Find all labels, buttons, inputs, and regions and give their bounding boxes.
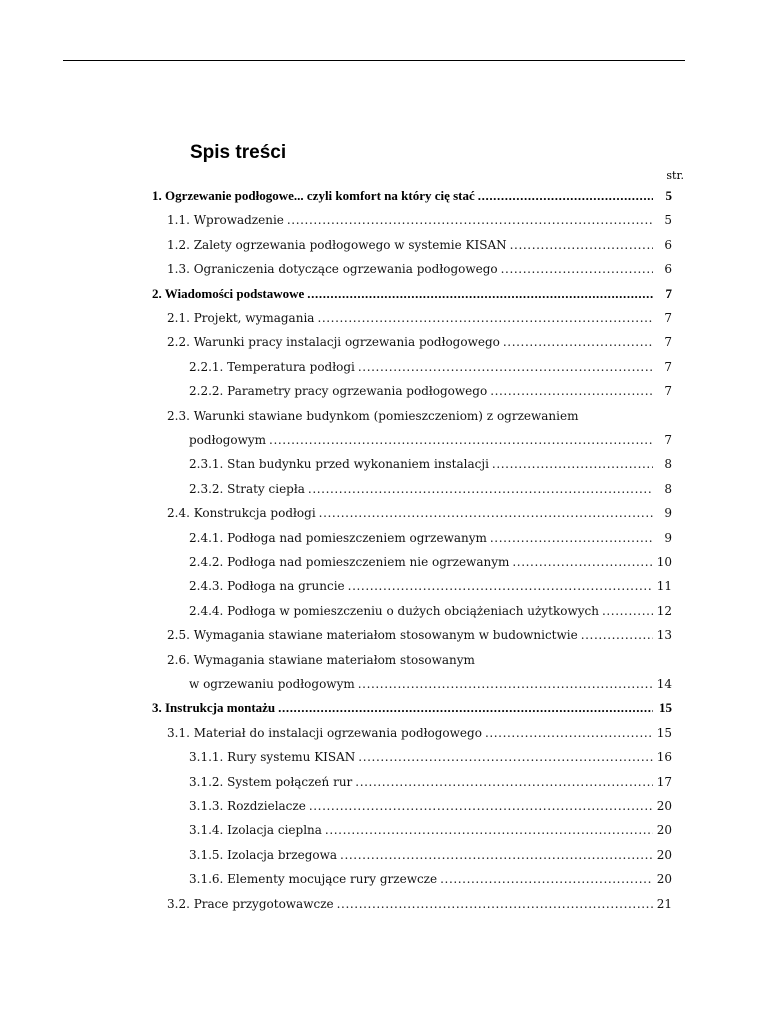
toc-page-number: 6 [664, 237, 672, 252]
toc-entry[interactable] [167, 235, 672, 255]
toc-entry[interactable] [167, 210, 672, 230]
toc-entry-label: 3.1.2. System połączeń rur [189, 774, 353, 789]
toc-page-number: 14 [656, 677, 672, 691]
toc-entry-label: 1.3. Ograniczenia dotyczące ogrzewania podłogowego [167, 262, 498, 277]
toc-page-number: 21 [656, 896, 672, 911]
dot-leader [503, 332, 653, 352]
toc-page-number: 7 [664, 384, 672, 399]
toc-page-number: 7 [664, 335, 672, 350]
toc-entry-label: 2.5. Wymagania stawiane materiałom stosowanym w budownictwie [167, 628, 578, 643]
page-title: Spis treści [190, 142, 287, 163]
toc-entry[interactable] [167, 332, 672, 352]
toc-entry-label: 3. Instrukcja montażu [152, 700, 276, 716]
toc-entry-label: 3.1.3. Rozdzielacze [189, 799, 306, 813]
dot-leader [340, 845, 653, 865]
toc-page-number: 10 [656, 555, 672, 569]
toc-page-number: 20 [656, 799, 672, 813]
toc-entry[interactable] [152, 284, 672, 304]
toc-entry-label: 2.6. Wymagania stawiane materiałom stosowanym [167, 652, 475, 667]
toc-entry-label: 2. Wiadomości podstawowe [152, 285, 305, 301]
dot-leader [337, 894, 653, 914]
toc-entry[interactable] [189, 845, 672, 865]
toc-entry[interactable] [189, 601, 672, 621]
toc-entry-label: 2.3. Warunki stawiane budynkom (pomieszczeniom) z ogrzewaniem [167, 408, 579, 423]
toc-entry-label: 2.1. Projekt, wymagania [167, 311, 315, 325]
dot-leader [485, 723, 653, 743]
dot-leader [501, 259, 653, 279]
dot-leader [308, 479, 653, 499]
dot-leader [307, 284, 653, 304]
dot-leader [325, 820, 653, 840]
toc-page-number: 5 [665, 188, 672, 203]
dot-leader [317, 308, 653, 328]
toc-entry[interactable] [189, 796, 672, 816]
page-column-label: str. [666, 169, 684, 182]
dot-leader [355, 772, 653, 792]
toc-page-number: 15 [659, 700, 672, 716]
toc-entry-label: 2.4. Konstrukcja podłogi [167, 506, 316, 521]
toc-entry-label: 2.4.3. Podłoga na gruncie [189, 579, 345, 594]
dot-leader [348, 576, 653, 596]
toc-entry-label: 2.4.2. Podłoga nad pomieszczeniem nie ogrzewanym [189, 555, 510, 569]
dot-leader [358, 357, 653, 377]
dot-leader [512, 552, 653, 572]
toc-entry[interactable] [189, 674, 672, 694]
dot-leader [490, 528, 653, 548]
toc-entry-label: 1. Ogrzewanie podłogowe... czyli komfort na który cię stać [152, 188, 475, 203]
toc-entry[interactable] [167, 503, 672, 523]
dot-leader [492, 454, 653, 474]
toc-entry-label: w ogrzewaniu podłogowym [189, 677, 355, 691]
toc-page-number: 7 [665, 285, 672, 301]
toc-page-number: 13 [656, 628, 672, 643]
dot-leader [287, 210, 653, 230]
dot-leader [478, 186, 653, 206]
toc-entry-label: 2.2. Warunki pracy instalacji ogrzewania podłogowego [167, 335, 500, 350]
dot-leader [319, 503, 653, 523]
toc-entry[interactable] [189, 820, 672, 840]
toc-entry[interactable] [189, 430, 672, 450]
toc-entry-label: 3.1. Materiał do instalacji ogrzewania podłogowego [167, 725, 482, 740]
toc-entry[interactable] [189, 772, 672, 792]
dot-leader [358, 674, 653, 694]
toc-entry-label: 2.4.1. Podłoga nad pomieszczeniem ogrzewanym [189, 530, 487, 545]
toc-entry-label: 3.2. Prace przygotowawcze [167, 896, 334, 911]
toc-page-number: 15 [656, 725, 672, 740]
toc-page-number: 11 [656, 579, 672, 594]
toc-page-number: 7 [664, 359, 672, 374]
toc-page-number: 20 [656, 872, 672, 887]
toc-entry[interactable] [189, 869, 672, 889]
dot-leader [278, 698, 653, 718]
toc-page-number: 16 [656, 750, 672, 765]
toc-page-number: 12 [656, 603, 672, 618]
toc-entry[interactable] [189, 576, 672, 596]
toc-entry[interactable] [189, 381, 672, 401]
dot-leader [440, 869, 653, 889]
dot-leader [269, 430, 653, 450]
dot-leader [309, 796, 653, 816]
toc-entry-label: 3.1.6. Elementy mocujące rury grzewcze [189, 872, 438, 887]
toc-page-number: 5 [664, 213, 672, 228]
dot-leader [602, 601, 653, 621]
toc-entry-label: 2.4.4. Podłoga w pomieszczeniu o dużych obciążeniach użytkowych [189, 603, 599, 618]
toc-page-number: 9 [664, 530, 672, 545]
toc-entry[interactable] [189, 479, 672, 499]
toc-entry[interactable] [167, 894, 672, 914]
toc-page-number: 9 [664, 506, 672, 521]
toc-page-number: 6 [664, 262, 672, 277]
toc-entry-label: 2.3.1. Stan budynku przed wykonaniem instalacji [189, 457, 489, 472]
toc-page-number: 8 [664, 457, 672, 472]
toc-page-number: 20 [656, 847, 672, 862]
dot-leader [581, 625, 653, 645]
toc-entry-label: 1.2. Zalety ogrzewania podłogowego w systemie KISAN [167, 237, 507, 252]
header-rule [63, 60, 685, 61]
dot-leader [490, 381, 653, 401]
toc-entry[interactable] [152, 698, 672, 718]
toc-page-number: 17 [656, 774, 672, 789]
toc-entry[interactable] [152, 186, 672, 206]
toc-page-number: 8 [664, 481, 672, 496]
toc-entry[interactable] [189, 747, 672, 767]
toc-page-number: 20 [656, 823, 672, 838]
toc-entry-label: 2.2.2. Parametry pracy ogrzewania podłogowego [189, 384, 488, 399]
toc-page-number: 7 [664, 433, 672, 447]
dot-leader [358, 747, 653, 767]
toc-entry-label: podłogowym [189, 433, 267, 447]
toc-page-number: 7 [664, 311, 672, 325]
toc-entry[interactable] [189, 552, 672, 572]
toc-entry[interactable] [167, 723, 672, 743]
toc-entry[interactable] [189, 357, 672, 377]
toc-entry-label: 3.1.5. Izolacja brzegowa [189, 847, 338, 862]
toc-entry-label: 2.2.1. Temperatura podłogi [189, 359, 355, 374]
toc-entry[interactable] [189, 454, 672, 474]
toc-entry[interactable] [167, 259, 672, 279]
toc-entry-label: 3.1.4. Izolacja cieplna [189, 823, 322, 838]
dot-leader [510, 235, 653, 255]
toc-entry[interactable] [167, 308, 672, 328]
toc-entry-label: 2.3.2. Straty ciepła [189, 481, 305, 496]
toc-entry[interactable] [189, 528, 672, 548]
toc-entry-label: 3.1.1. Rury systemu KISAN [189, 750, 356, 765]
toc-entry-label: 1.1. Wprowadzenie [167, 213, 284, 228]
toc-entry[interactable] [167, 625, 672, 645]
